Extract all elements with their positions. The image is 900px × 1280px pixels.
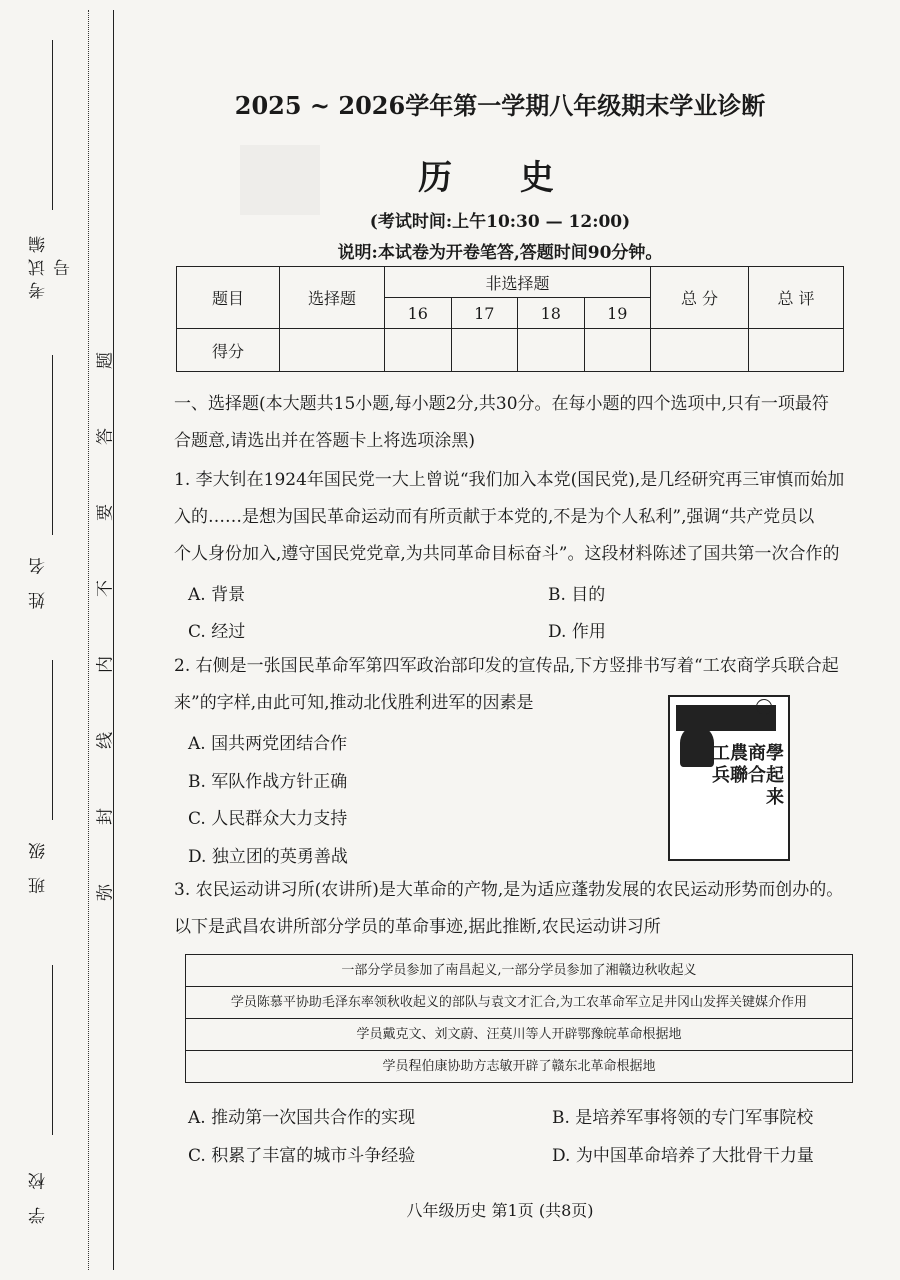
section-one-heading bbox=[174, 386, 864, 460]
seal-char: 线 bbox=[95, 732, 116, 749]
score-table-q17: 17 bbox=[451, 298, 518, 329]
score-table-q19: 19 bbox=[584, 298, 651, 329]
school-line bbox=[52, 965, 53, 1135]
poster-sun-icon bbox=[756, 699, 772, 715]
fact-row: 学员程伯康协助方志敏开辟了赣东北革命根据地 bbox=[382, 1059, 656, 1074]
exam-instruction: 说明:本试卷为开卷笔答,答题时间90分钟。 bbox=[337, 243, 663, 263]
q2-option-c: C. 人民群众大力支持 bbox=[188, 809, 348, 829]
score-cell[interactable] bbox=[280, 329, 385, 372]
name-label: 姓 名 bbox=[29, 551, 49, 609]
question-line: 入的……是想为国民革命运动而有所贡献于本党的,不是为个人私利”,强调“共产党员以 bbox=[174, 507, 815, 527]
seal-char: 弥 bbox=[95, 884, 116, 901]
score-table-choice: 选择题 bbox=[280, 267, 385, 329]
score-table-review: 总 评 bbox=[749, 267, 844, 329]
school-label: 学 校 bbox=[29, 1166, 49, 1224]
score-table-non-choice: 非选择题 bbox=[385, 267, 651, 298]
question-line: 3. 农民运动讲习所(农讲所)是大革命的产物,是为适应蓬勃发展的农民运动形势而创办的。 bbox=[174, 880, 844, 900]
seal-char: 内 bbox=[95, 656, 116, 673]
question-line: 1. 李大钊在1924年国民党一大上曾说“我们加入本党(国民党),是几经研究再三审慎而始加 bbox=[174, 470, 845, 490]
name-line bbox=[52, 355, 53, 535]
score-table-total: 总 分 bbox=[651, 267, 749, 329]
question-line: 个人身份加入,遵守国民党党章,为共同革命目标奋斗”。这段材料陈述了国共第一次合作的 bbox=[174, 544, 840, 564]
score-cell[interactable] bbox=[518, 329, 585, 372]
propaganda-poster-image bbox=[668, 695, 790, 861]
score-cell[interactable] bbox=[651, 329, 749, 372]
question-line: 2. 右侧是一张国民革命军第四军政治部印发的宣传品,下方竖排书写着“工农商学兵联合起 bbox=[174, 656, 839, 676]
q1-option-a: A. 背景 bbox=[188, 585, 246, 605]
exam-title: 2025 ~ 2026学年第一学期八年级期末学业诊断 bbox=[234, 91, 766, 120]
seal-char: 题 bbox=[95, 352, 116, 369]
seal-char: 答 bbox=[95, 428, 116, 445]
margin-border-line bbox=[113, 10, 114, 1270]
q3-option-d: D. 为中国革命培养了大批骨干力量 bbox=[552, 1146, 814, 1166]
q3-option-b: B. 是培养军事将领的专门军事院校 bbox=[552, 1108, 814, 1128]
score-cell[interactable] bbox=[451, 329, 518, 372]
q1-option-b: B. 目的 bbox=[548, 585, 606, 605]
q2-option-b: B. 军队作战方针正确 bbox=[188, 772, 348, 792]
seal-char: 要 bbox=[95, 504, 116, 521]
q1-option-d: D. 作用 bbox=[548, 622, 606, 642]
class-label: 班 级 bbox=[29, 836, 49, 894]
q3-option-a: A. 推动第一次国共合作的实现 bbox=[188, 1108, 416, 1128]
q2-option-a: A. 国共两党团结合作 bbox=[188, 734, 348, 754]
q2-option-d: D. 独立团的英勇善战 bbox=[188, 847, 348, 867]
exam-time: (考试时间:上午10:30 — 12:00) bbox=[369, 212, 631, 232]
score-row-label: 得分 bbox=[177, 329, 280, 372]
seal-char: 封 bbox=[95, 808, 116, 825]
seal-dotted-line bbox=[88, 10, 89, 1270]
seal-char: 不 bbox=[95, 580, 116, 597]
q3-facts-table bbox=[185, 954, 853, 1083]
section-line: 合题意,请选出并在答题卡上将选项涂黑) bbox=[174, 431, 476, 451]
q1-option-c: C. 经过 bbox=[188, 622, 246, 642]
score-table bbox=[176, 266, 844, 372]
score-table-row-header: 题目 bbox=[177, 267, 280, 329]
q3-option-c: C. 积累了丰富的城市斗争经验 bbox=[188, 1146, 416, 1166]
score-cell[interactable] bbox=[385, 329, 452, 372]
exam-number-line bbox=[52, 40, 53, 210]
poster-slogan: 工農商學兵聯合起来 bbox=[712, 743, 784, 808]
question-3-stem bbox=[174, 872, 864, 946]
fact-row: 学员陈慕平协助毛泽东率领秋收起义的部队与袁文才汇合,为工农革命军立足井冈山发挥关键媒介作用 bbox=[186, 987, 852, 1019]
fact-row: 学员戴克文、刘文蔚、汪莫川等人开辟鄂豫皖革命根据地 bbox=[186, 1019, 852, 1051]
score-table-q18: 18 bbox=[518, 298, 585, 329]
class-line bbox=[52, 660, 53, 820]
question-line: 以下是武昌农讲所部分学员的革命事迹,据此推断,农民运动讲习所 bbox=[174, 917, 661, 937]
fact-row: 一部分学员参加了南昌起义,一部分学员参加了湘赣边秋收起义 bbox=[186, 955, 852, 987]
question-line: 来”的字样,由此可知,推动北伐胜利进军的因素是 bbox=[174, 693, 534, 713]
page-footer: 八年级历史 第1页 (共8页) bbox=[406, 1201, 594, 1220]
question-1-stem bbox=[174, 462, 864, 573]
exam-number-label: 考试编号 bbox=[29, 230, 74, 300]
score-cell[interactable] bbox=[749, 329, 844, 372]
score-table-q16: 16 bbox=[385, 298, 452, 329]
binding-margin bbox=[0, 0, 115, 1280]
subject-title: 历 史 bbox=[418, 158, 582, 198]
score-cell[interactable] bbox=[584, 329, 651, 372]
section-line: 一、选择题(本大题共15小题,每小题2分,共30分。在每小题的四个选项中,只有一项最符 bbox=[174, 394, 829, 414]
